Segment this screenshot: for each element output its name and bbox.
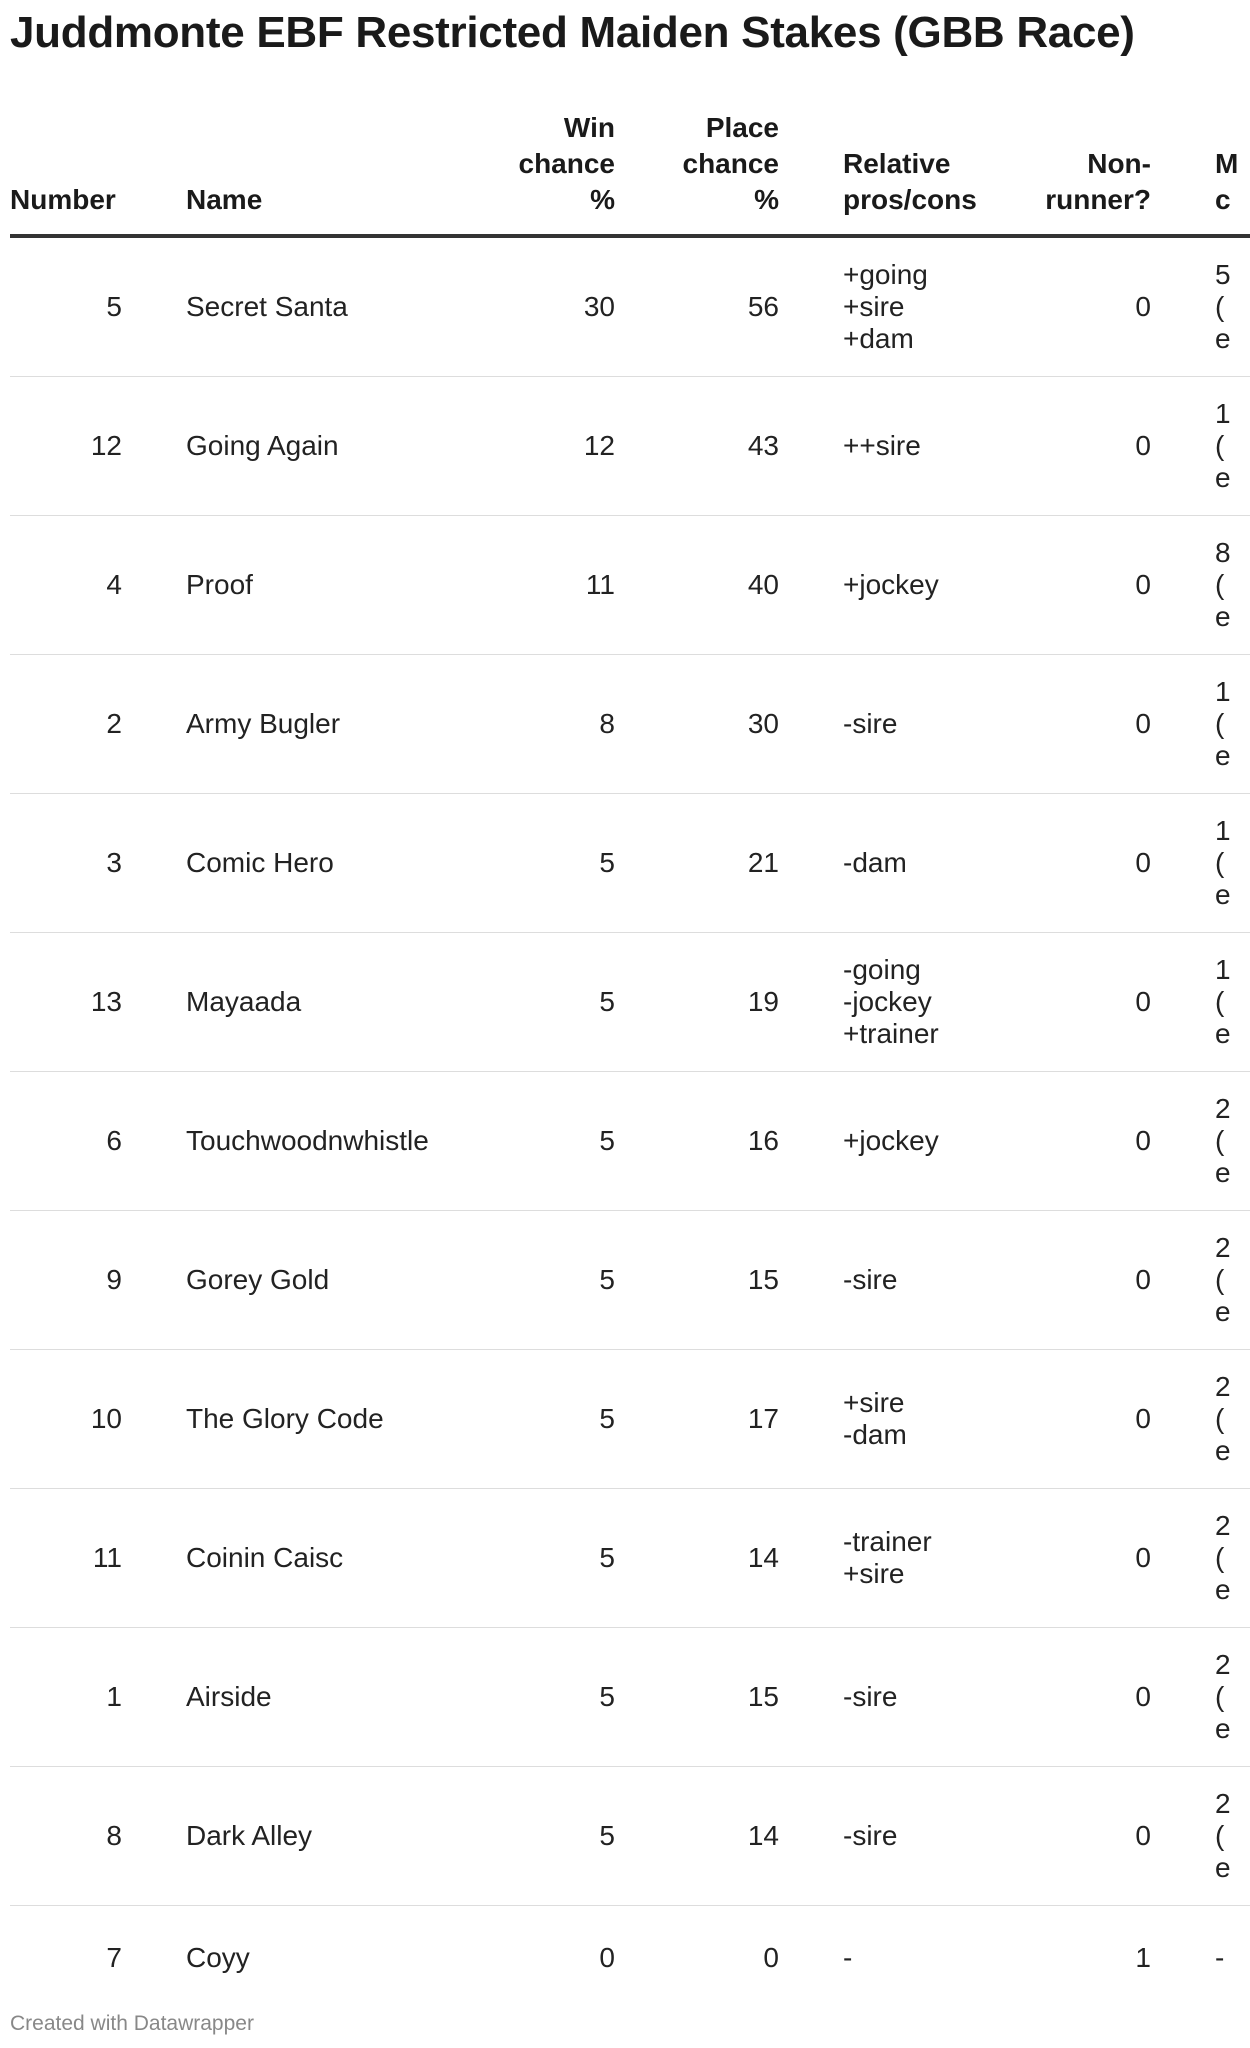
cell-non-runner: 0 [983, 933, 1151, 1072]
column-gap [1151, 377, 1215, 516]
table-row[interactable] [10, 794, 1250, 933]
cell-line: ( [1215, 1403, 1225, 1434]
cell-line: ++sire [843, 430, 921, 461]
table-row[interactable] [10, 1767, 1250, 1906]
cell-line: 2 [1215, 1093, 1231, 1124]
header-line: % [754, 184, 779, 215]
cell-line: ( [1215, 1125, 1225, 1156]
column-gap [779, 377, 843, 516]
page-title: Juddmonte EBF Restricted Maiden Stakes (GBB Race) [10, 8, 1135, 57]
cell-place-chance: 14 [615, 1767, 779, 1906]
cell-place-chance: 30 [615, 655, 779, 794]
column-header-partial[interactable] [1215, 110, 1250, 236]
column-gap [779, 794, 843, 933]
column-gap [779, 1489, 843, 1628]
cell-number: 1 [10, 1628, 122, 1767]
column-gap [779, 1350, 843, 1489]
cell-place-chance: 17 [615, 1350, 779, 1489]
cell-name: The Glory Code [186, 1350, 465, 1489]
column-gap [122, 794, 186, 933]
header-line: M [1215, 148, 1239, 179]
cell-partial [1215, 1628, 1250, 1767]
cell-line: +sire [843, 1558, 905, 1589]
cell-line: -jockey [843, 986, 932, 1017]
cell-win-chance: 5 [465, 1767, 615, 1906]
cell-non-runner: 0 [983, 655, 1151, 794]
column-gap [1151, 110, 1215, 236]
column-header-non-runner[interactable] [983, 110, 1151, 236]
cell-line: -sire [843, 1264, 898, 1295]
runners-table-container[interactable] [10, 110, 1239, 2010]
column-gap [122, 236, 186, 377]
column-gap [1151, 1767, 1215, 1906]
cell-win-chance: 8 [465, 655, 615, 794]
cell-partial [1215, 1906, 1250, 2011]
cell-win-chance: 0 [599, 1942, 615, 1973]
cell-line: +jockey [843, 1125, 939, 1156]
cell-win-chance: 5 [465, 933, 615, 1072]
column-gap [122, 1072, 186, 1211]
cell-name: Airside [186, 1628, 465, 1767]
cell-win-chance: 5 [465, 1211, 615, 1350]
table-row[interactable] [10, 1072, 1250, 1211]
cell-non-runner: 0 [983, 377, 1151, 516]
cell-line: ( [1215, 986, 1225, 1017]
cell-line: 8 [1215, 537, 1231, 568]
cell-line: +sire [843, 291, 905, 322]
cell-win-chance: 5 [465, 1350, 615, 1489]
column-gap [779, 236, 843, 377]
table-body [10, 236, 1250, 2010]
table-row[interactable] [10, 377, 1250, 516]
cell-line: 2 [1215, 1788, 1231, 1819]
cell-line: 2 [1215, 1510, 1231, 1541]
cell-non-runner: 0 [983, 236, 1151, 377]
cell-pros-cons [843, 236, 983, 377]
cell-place-chance: 16 [615, 1072, 779, 1211]
cell-non-runner: 0 [983, 1211, 1151, 1350]
header-line: Non- [1087, 148, 1151, 179]
header-line: c [1215, 184, 1231, 215]
footer-credit[interactable]: Created with Datawrapper [10, 2012, 254, 2035]
cell-number: 4 [10, 516, 122, 655]
cell-line: ( [1215, 430, 1225, 461]
cell-partial [1215, 1211, 1250, 1350]
cell-line: ( [1215, 291, 1225, 322]
column-gap [1151, 1628, 1215, 1767]
column-header-name[interactable]: Name [186, 110, 465, 236]
cell-line: +trainer [843, 1018, 939, 1049]
header-line: runner? [1045, 184, 1151, 215]
table-row[interactable] [10, 516, 1250, 655]
cell-line: -trainer [843, 1526, 932, 1557]
cell-line: +sire [843, 1387, 905, 1418]
cell-line: -dam [843, 1419, 907, 1450]
column-gap [1151, 1211, 1215, 1350]
cell-non-runner: 0 [983, 1350, 1151, 1489]
cell-line: +jockey [843, 569, 939, 600]
cell-line: 5 [1215, 259, 1231, 290]
header-line: Place [705, 112, 779, 143]
cell-number: 10 [10, 1350, 122, 1489]
cell-number: 3 [10, 794, 122, 933]
cell-place-chance: 21 [615, 794, 779, 933]
table-row[interactable] [10, 1350, 1250, 1489]
cell-partial [1215, 516, 1250, 655]
cell-pros-cons [843, 1072, 983, 1211]
cell-line: +going [843, 259, 928, 290]
cell-line: 2 [1215, 1232, 1231, 1263]
cell-pros-cons [843, 1906, 983, 2011]
cell-line: -sire [843, 1681, 898, 1712]
column-header-pros-cons[interactable] [843, 110, 983, 236]
cell-win-chance: 5 [465, 1072, 615, 1211]
table-row[interactable] [10, 1211, 1250, 1350]
cell-non-runner: 0 [983, 516, 1151, 655]
cell-line: -dam [843, 847, 907, 878]
column-gap [122, 1628, 186, 1767]
cell-non-runner: 0 [983, 794, 1151, 933]
column-gap [122, 377, 186, 516]
column-gap [779, 1906, 843, 2011]
cell-pros-cons [843, 655, 983, 794]
cell-name: Comic Hero [186, 794, 465, 933]
cell-line: +dam [843, 323, 914, 354]
cell-number: 5 [10, 236, 122, 377]
cell-partial [1215, 1350, 1250, 1489]
cell-non-runner: 0 [983, 1489, 1151, 1628]
header-line: Win [563, 112, 615, 143]
cell-name: Going Again [186, 377, 465, 516]
cell-number: 12 [10, 377, 122, 516]
cell-win-chance: 11 [465, 516, 615, 655]
column-header-win-chance[interactable] [465, 110, 615, 236]
cell-place-chance: 43 [615, 377, 779, 516]
runners-table [10, 110, 1250, 2010]
cell-line: ( [1215, 708, 1225, 739]
cell-name: Army Bugler [186, 655, 465, 794]
column-gap [122, 1211, 186, 1350]
header-line: chance [518, 148, 615, 179]
table-row[interactable] [10, 1489, 1250, 1628]
cell-line: e [1215, 1852, 1231, 1883]
column-gap [1151, 933, 1215, 1072]
cell-number: 8 [10, 1767, 122, 1906]
cell-pros-cons [843, 516, 983, 655]
cell-name: Coinin Caisc [186, 1489, 465, 1628]
table-row[interactable] [10, 1628, 1250, 1767]
table-row[interactable] [10, 236, 1250, 377]
cell-partial [1215, 1489, 1250, 1628]
cell-line: - [1215, 1942, 1225, 1973]
cell-win-chance: 5 [465, 1489, 615, 1628]
header-line: % [590, 184, 615, 215]
column-gap [122, 1906, 186, 2011]
cell-place-chance: 15 [615, 1211, 779, 1350]
column-header-place-chance[interactable] [615, 110, 779, 236]
cell-partial [1215, 1767, 1250, 1906]
cell-name: Coyy [186, 1942, 250, 1973]
cell-win-chance: 5 [465, 1628, 615, 1767]
cell-place-chance: 15 [615, 1628, 779, 1767]
column-gap [1151, 236, 1215, 377]
header-line: chance [682, 148, 779, 179]
column-gap [122, 933, 186, 1072]
table-row[interactable] [10, 933, 1250, 1072]
cell-non-runner: 0 [983, 1628, 1151, 1767]
cell-place-chance: 40 [615, 516, 779, 655]
cell-name: Secret Santa [186, 236, 465, 377]
cell-number: 7 [106, 1942, 122, 1973]
column-gap [779, 655, 843, 794]
cell-line: ( [1215, 569, 1225, 600]
column-gap [779, 110, 843, 236]
cell-win-chance: 5 [465, 794, 615, 933]
cell-line: e [1215, 1018, 1231, 1049]
column-gap [122, 1350, 186, 1489]
column-gap [779, 1767, 843, 1906]
cell-name: Touchwoodnwhistle [186, 1072, 465, 1211]
cell-line: e [1215, 1574, 1231, 1605]
cell-line: ( [1215, 1681, 1225, 1712]
cell-line: 2 [1215, 1649, 1231, 1680]
cell-place-chance: 14 [615, 1489, 779, 1628]
column-gap [122, 1489, 186, 1628]
table-row[interactable] [10, 1906, 1250, 2011]
cell-place-chance: 0 [763, 1942, 779, 1973]
cell-line: -sire [843, 708, 898, 739]
cell-line: e [1215, 462, 1231, 493]
cell-line: ( [1215, 847, 1225, 878]
cell-pros-cons [843, 1489, 983, 1628]
cell-place-chance: 19 [615, 933, 779, 1072]
cell-pros-cons [843, 933, 983, 1072]
column-gap [1151, 1489, 1215, 1628]
cell-name: Dark Alley [186, 1767, 465, 1906]
cell-line: e [1215, 1296, 1231, 1327]
cell-line: e [1215, 740, 1231, 771]
column-gap [1151, 1072, 1215, 1211]
cell-number: 2 [10, 655, 122, 794]
column-gap [779, 1072, 843, 1211]
cell-line: 1 [1215, 815, 1231, 846]
cell-pros-cons [843, 1211, 983, 1350]
header-line: pros/cons [843, 184, 977, 215]
cell-pros-cons [843, 1350, 983, 1489]
cell-pros-cons [843, 1767, 983, 1906]
cell-line: 2 [1215, 1371, 1231, 1402]
table-row[interactable] [10, 655, 1250, 794]
cell-partial [1215, 236, 1250, 377]
cell-pros-cons [843, 794, 983, 933]
cell-partial [1215, 655, 1250, 794]
cell-win-chance: 12 [465, 377, 615, 516]
cell-number: 9 [10, 1211, 122, 1350]
cell-partial [1215, 377, 1250, 516]
column-gap [122, 655, 186, 794]
cell-line: -sire [843, 1820, 898, 1851]
cell-non-runner: 1 [1135, 1942, 1151, 1973]
cell-place-chance: 56 [615, 236, 779, 377]
cell-pros-cons [843, 1628, 983, 1767]
table-header-row [10, 110, 1250, 236]
cell-non-runner: 0 [983, 1072, 1151, 1211]
cell-line: 1 [1215, 676, 1231, 707]
cell-line: 1 [1215, 398, 1231, 429]
cell-win-chance: 30 [465, 236, 615, 377]
column-gap [122, 516, 186, 655]
cell-non-runner: 0 [983, 1767, 1151, 1906]
column-gap [779, 1628, 843, 1767]
cell-line: e [1215, 1435, 1231, 1466]
cell-line: e [1215, 879, 1231, 910]
column-gap [1151, 794, 1215, 933]
cell-line: ( [1215, 1542, 1225, 1573]
cell-number: 13 [10, 933, 122, 1072]
column-gap [779, 1211, 843, 1350]
column-gap [1151, 655, 1215, 794]
column-gap [779, 516, 843, 655]
column-header-number[interactable]: Number [10, 110, 122, 236]
column-gap [122, 110, 186, 236]
cell-line: 1 [1215, 954, 1231, 985]
cell-line: -going [843, 954, 921, 985]
cell-line: e [1215, 1713, 1231, 1744]
cell-partial [1215, 1072, 1250, 1211]
column-gap [1151, 1906, 1215, 2011]
cell-partial [1215, 933, 1250, 1072]
header-line: Relative [843, 148, 951, 179]
cell-line: e [1215, 1157, 1231, 1188]
column-gap [779, 933, 843, 1072]
cell-name: Proof [186, 516, 465, 655]
column-gap [1151, 1350, 1215, 1489]
cell-line: ( [1215, 1820, 1225, 1851]
cell-line: e [1215, 601, 1231, 632]
column-gap [1151, 516, 1215, 655]
column-gap [122, 1767, 186, 1906]
cell-pros-cons [843, 377, 983, 516]
cell-name: Gorey Gold [186, 1211, 465, 1350]
cell-partial [1215, 794, 1250, 933]
cell-line: e [1215, 323, 1231, 354]
cell-number: 11 [10, 1489, 122, 1628]
cell-line: ( [1215, 1264, 1225, 1295]
cell-number: 6 [10, 1072, 122, 1211]
cell-name: Mayaada [186, 933, 465, 1072]
cell-line: - [843, 1942, 853, 1973]
